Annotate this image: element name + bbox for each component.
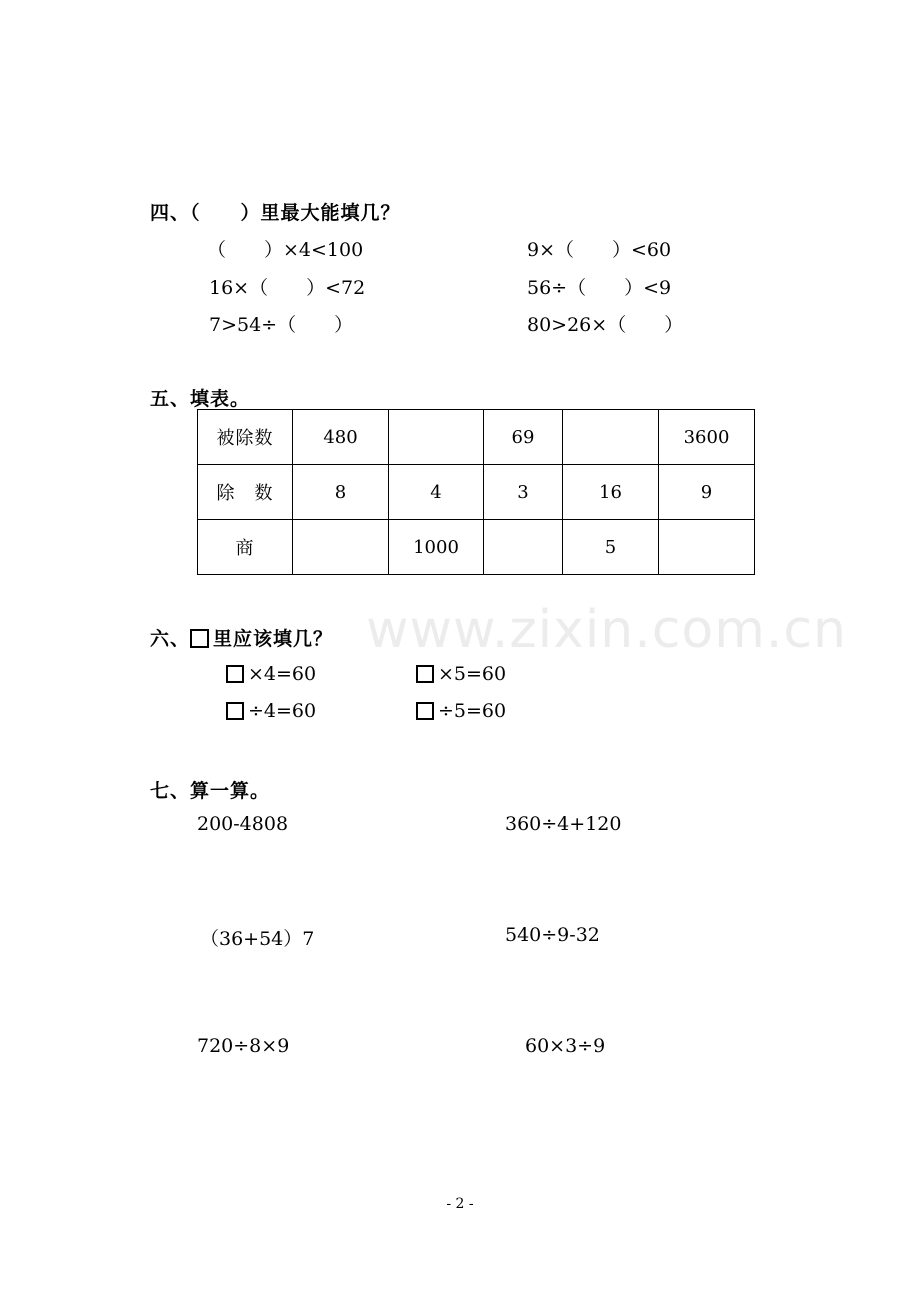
page-number: - 2 - [446, 1196, 474, 1212]
blank-box-icon [190, 629, 209, 648]
section6-heading [150, 624, 333, 651]
table-cell: 4 [389, 465, 484, 520]
section6-item-2 [416, 663, 506, 685]
section7-heading: 七、算一算。 [150, 780, 271, 802]
table-cell [293, 520, 389, 575]
watermark: www.zixin.com.cn [366, 600, 847, 660]
section4-item-1: （ ）×4<100 [207, 239, 364, 261]
section6-item-1 [226, 663, 316, 685]
section4-item-5: 7>54÷（ ） [209, 314, 354, 336]
section4-item-3: 16×（ ）<72 [209, 277, 366, 299]
table-row [198, 410, 755, 465]
blank-box-icon [416, 702, 434, 720]
table-row [198, 465, 755, 520]
section7-item-3: （36+54）7 [200, 928, 315, 950]
table-cell: 16 [563, 465, 659, 520]
blank-box-icon [416, 665, 434, 683]
section7-item-5: 720÷8×9 [197, 1035, 290, 1057]
section6-item-text: ×4=60 [248, 663, 317, 685]
table-cell: 480 [293, 410, 389, 465]
table-cell: 5 [563, 520, 659, 575]
table-row [198, 520, 755, 575]
section4-item-4: 56÷（ ）<9 [527, 277, 672, 299]
table-cell: 8 [293, 465, 389, 520]
section6-item-text: ÷5=60 [438, 700, 507, 722]
table-cell: 被除数 [198, 410, 293, 465]
table-cell: 3600 [659, 410, 755, 465]
table-cell: 商 [198, 520, 293, 575]
table-cell: 1000 [389, 520, 484, 575]
section7-item-4: 540÷9-32 [505, 924, 600, 946]
table-cell [389, 410, 484, 465]
table-cell: 9 [659, 465, 755, 520]
section4-heading: 四、（ ）里最大能填几？ [150, 202, 401, 224]
section7-item-1: 200-4808 [197, 813, 289, 835]
table-cell [484, 520, 563, 575]
section5-heading: 五、填表。 [150, 388, 251, 410]
table-cell: 69 [484, 410, 563, 465]
section6-heading-prefix: 六、 [150, 628, 191, 650]
section4-item-6: 80>26×（ ） [527, 314, 684, 336]
table-cell: 3 [484, 465, 563, 520]
section4-item-2: 9×（ ）<60 [527, 239, 672, 261]
section7-item-2: 360÷4+120 [505, 813, 622, 835]
table-cell [659, 520, 755, 575]
section6-item-text: ×5=60 [438, 663, 507, 685]
section6-item-4 [416, 700, 506, 722]
section6-item-3 [226, 700, 316, 722]
section6-heading-suffix: 里应该填几？ [213, 628, 334, 650]
section6-item-text: ÷4=60 [248, 700, 317, 722]
section7-item-6: 60×3÷9 [525, 1035, 606, 1057]
division-table [197, 409, 755, 575]
table-cell: 除 数 [198, 465, 293, 520]
table-cell [563, 410, 659, 465]
blank-box-icon [226, 665, 244, 683]
blank-box-icon [226, 702, 244, 720]
